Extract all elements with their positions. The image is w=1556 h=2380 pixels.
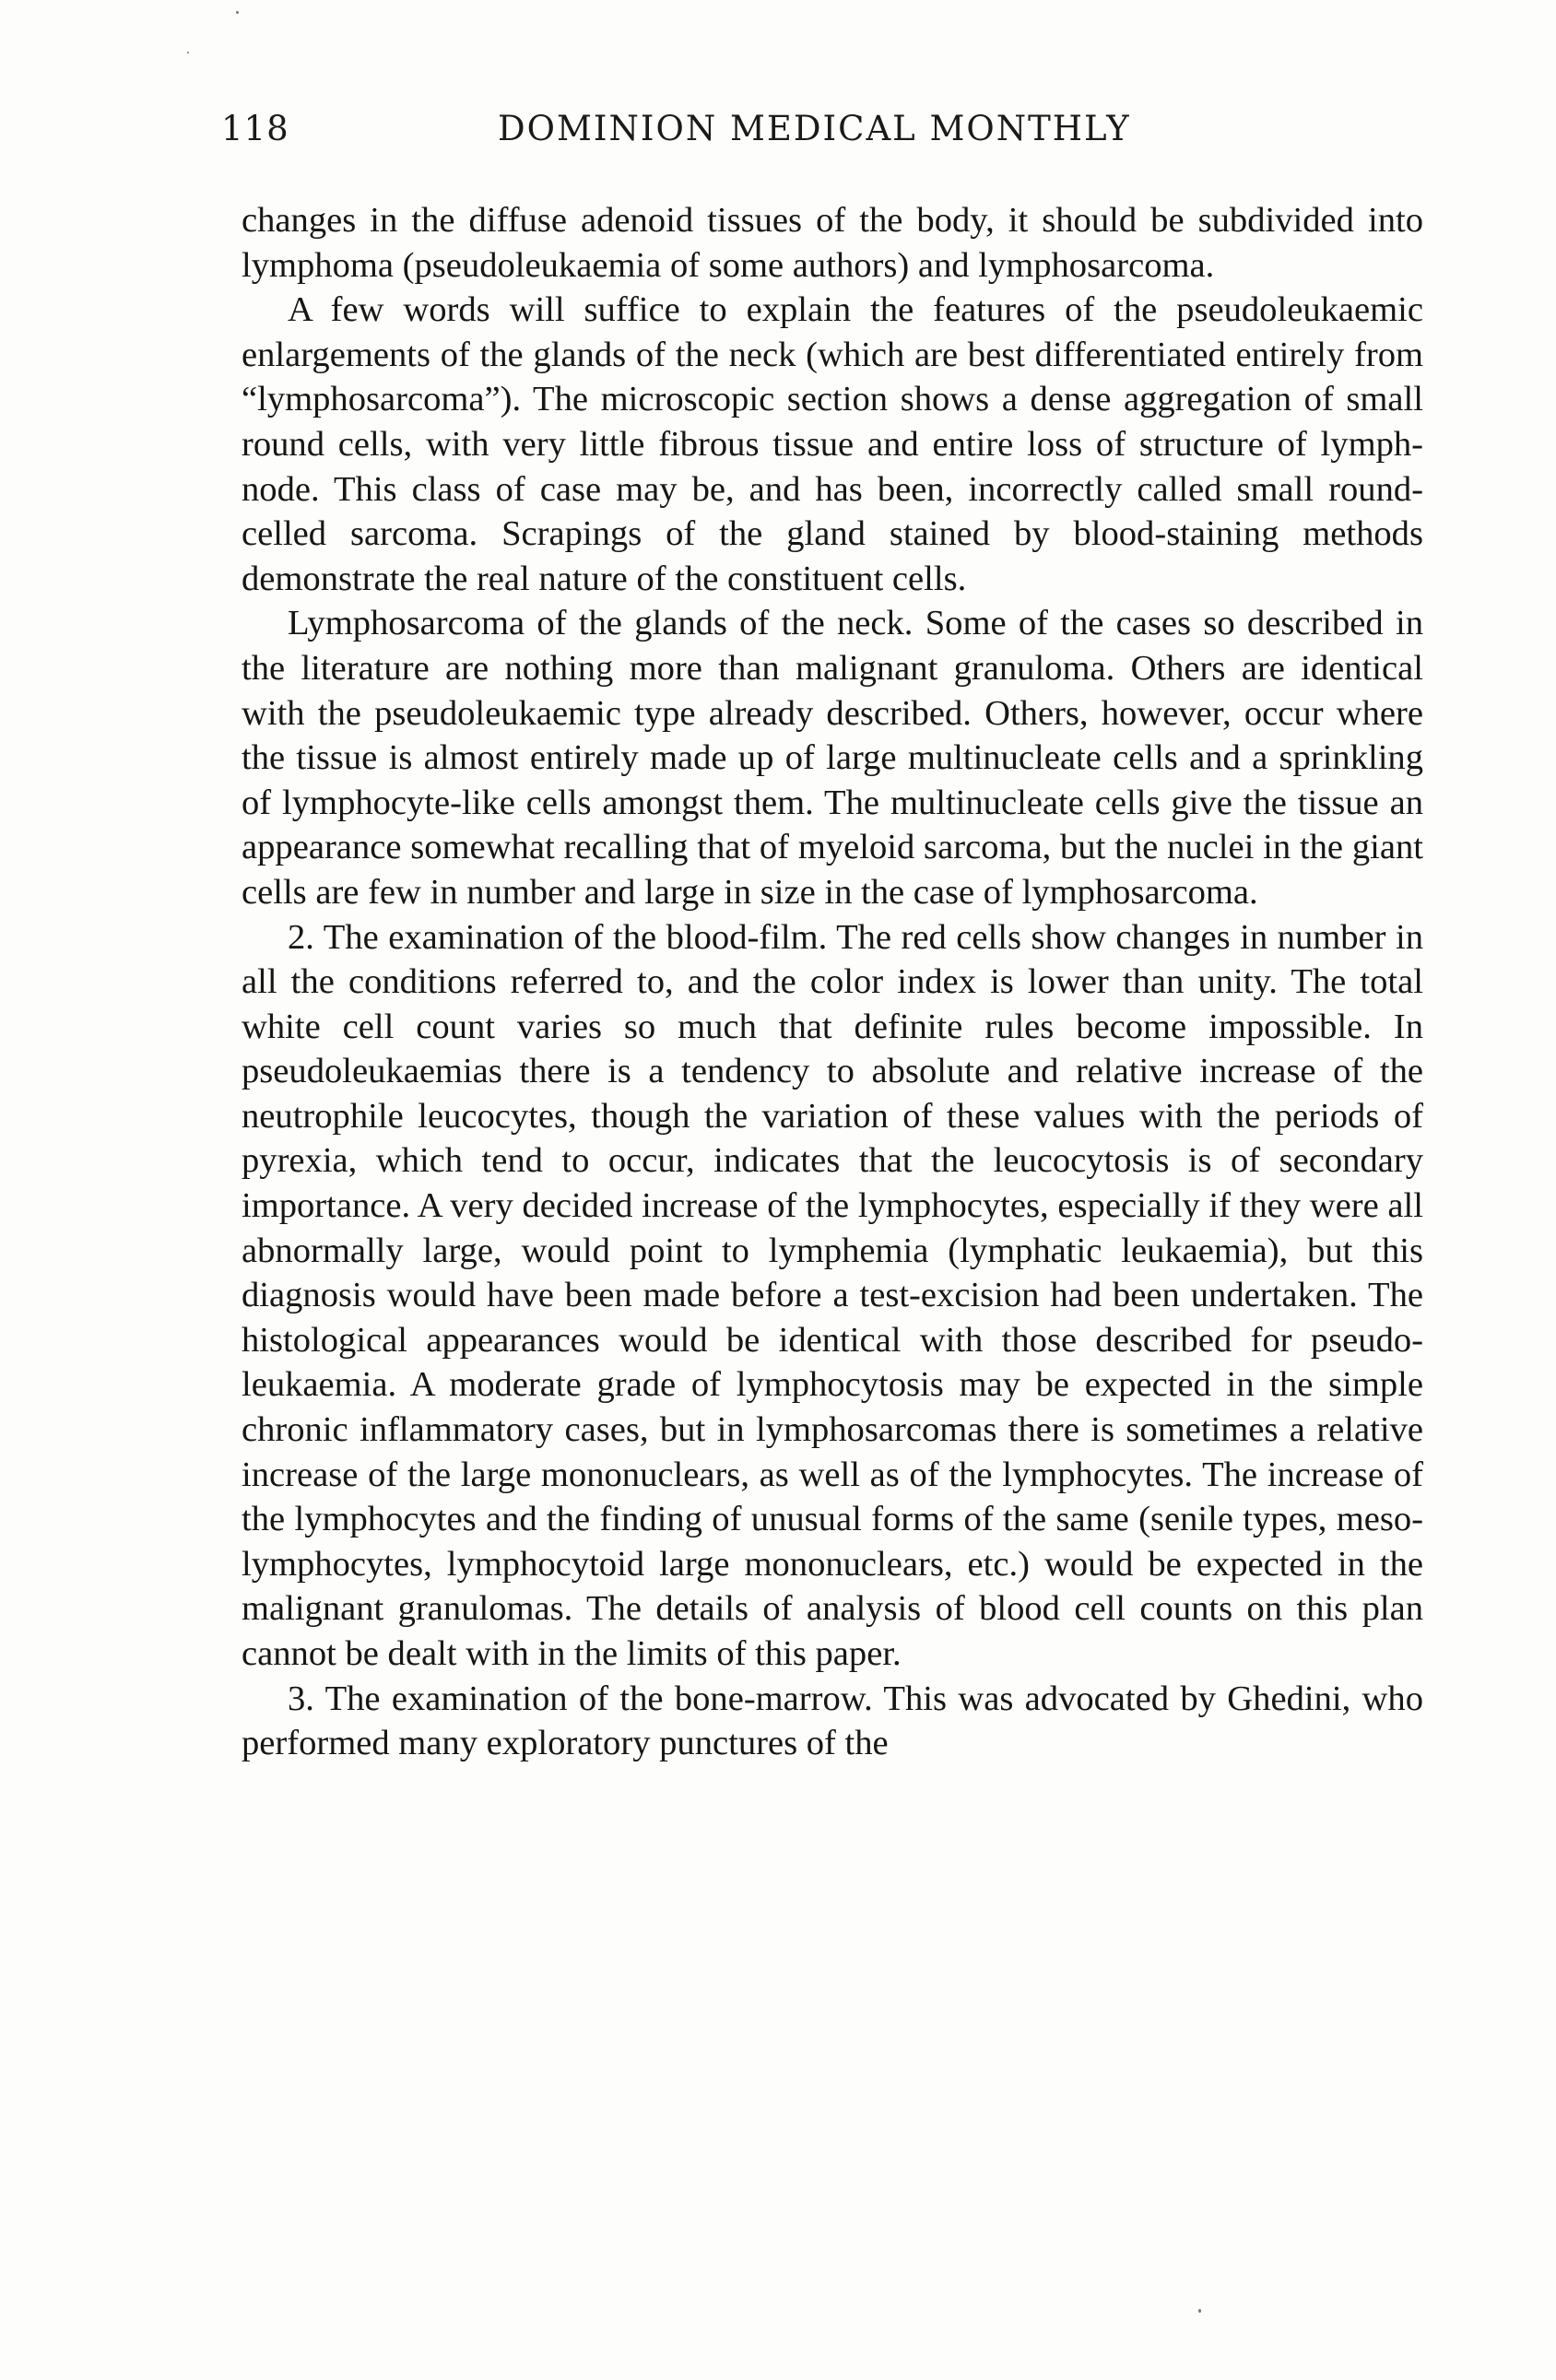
paper-speck bbox=[187, 52, 189, 53]
paragraph-pseudoleukaemic: A few words will suffice to explain the features of the pseudoleukaemic enlargements of the glands of the neck (which are best differentiated entirely from “lymphosarcoma”). The microscopic section shows a dense aggregation of small round cells, with very little fibrous tissue and entire loss of structure of lymph-node. This class of case may be, and has been, incorrectly called small round-celled sarcoma. Scrapings of the gland stained by blood-staining methods demonstrate the real nature of the constituent cells. bbox=[242, 290, 1423, 598]
paper-speck bbox=[236, 11, 239, 14]
paragraph-lymphosarcoma: Lymphosarcoma of the glands of the neck. Some of the cases so described in the literature are nothing more than malignant granuloma. Others are identical with the pseudoleukaemic type already described. Others, however, occur where the tissue is almost entirely made up of large multinucleate cells and a sprinkling of lymphocyte-like cells amongst them. The multinucleate cells give the tissue an appearance somewhat recalling that of myeloid sarcoma, but the nuclei in the giant cells are few in number and large in size in the case of lymphosarcoma. bbox=[242, 604, 1423, 912]
paper-speck bbox=[1198, 2309, 1201, 2313]
paragraph-blood-film: 2. The examination of the blood-film. The red cells show changes in number in all the conditions referred to, and the color index is lower than unity. The total white cell count varies so much that definite rules become impossible. In pseudoleukaemias there is a tendency to absolute and relative increase of the neutrophile leucocytes, though the variation of these values with the periods of pyrexia, which tend to occur, indicates that the leucocytosis is of secondary importance. A very decided increase of the lymphocytes, especially if they were all abnormally large, would point to lymphemia (lymphatic leukaemia), but this diagnosis would have been made before a test-excision had been undertaken. The histological appearances would be identical with those described for pseudo-leukaemia. A moderate grade of lymphocytosis may be expected in the simple chronic inflammatory cases, but in lymphosarcomas there is sometimes a relative increase of the large mononuclears, as well as of the lymphocytes. The increase of the lymphocytes and the finding of unusual forms of the same (senile types, meso-lymphocytes, lymphocytoid large mononuclears, etc.) would be expected in the malignant granulomas. The details of analysis of blood cell counts on this plan cannot be dealt with in the limits of this paper. bbox=[242, 917, 1423, 1673]
paragraph-continuation: changes in the diffuse adenoid tissues of the body, it should be subdivided into lymphoma (pseudoleukaemia of some authors) and lymphosarcoma. bbox=[242, 201, 1423, 285]
page-header bbox=[221, 109, 1429, 164]
paragraph-bone-marrow: 3. The examination of the bone-marrow. This was advocated by Ghedini, who performed many exploratory punctures of the bbox=[242, 1679, 1423, 1763]
page-number: 118 bbox=[221, 109, 289, 148]
running-title: DOMINION MEDICAL MONTHLY bbox=[498, 109, 1131, 148]
article-body bbox=[242, 198, 1423, 1766]
